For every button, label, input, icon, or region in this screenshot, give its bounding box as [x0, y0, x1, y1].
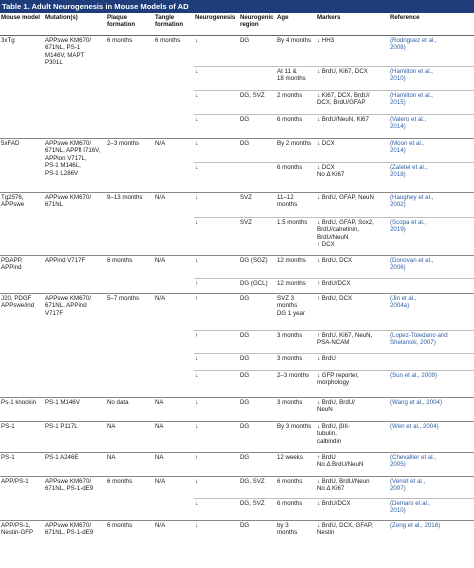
- markers-cell: ↓ GFP reporter, morphology: [316, 371, 389, 398]
- reference-cell: (Verret et al., 2007): [389, 477, 474, 499]
- neurogenesis-cell: ↓: [194, 521, 239, 547]
- tangle-formation-cell: NA: [154, 422, 194, 453]
- plaque-formation-cell: No data: [106, 398, 154, 422]
- table-row: [0, 521, 474, 547]
- neurogenesis-table: [0, 13, 474, 547]
- tangle-formation-cell: NA: [154, 398, 194, 422]
- plaque-formation-cell: 6 months: [107, 37, 133, 44]
- table-row: [0, 398, 474, 422]
- markers-cell: ↓ HH3: [317, 37, 335, 44]
- mutation-cell: APPswe KM670/ 671NL, PS-1-dE9: [44, 477, 106, 521]
- tangle-formation-cell: NA: [154, 453, 194, 477]
- header-tangle-formation: Tangle formation: [154, 13, 194, 36]
- reference-cell: (Wang et al., 2004): [389, 398, 474, 422]
- markers-cell: ↓ BrdU, BrdU/Neun No Δ Ki67: [316, 477, 389, 499]
- age-cell: By 2 months: [276, 139, 316, 163]
- markers-cell: ↓ BrdU, GFAP, Sox2, BrdU/calretinin, BrdU/NeuN ↑ DCX: [316, 218, 389, 256]
- markers-cell: ↑ BrdU/DCX: [316, 279, 389, 294]
- age-cell: 6 months: [276, 115, 316, 139]
- plaque-formation-cell: 6 months: [106, 256, 154, 294]
- header-mouse-model: Mouse model: [0, 13, 44, 36]
- reference-cell: (Wen et al., 2004): [389, 422, 474, 453]
- reference-cell: (Moon et al., 2014): [389, 139, 474, 163]
- mutation-cell: APPswe KM670/ 671NL, PS-1-dE9: [44, 521, 106, 547]
- neurogenesis-cell: ↓: [194, 91, 239, 115]
- tangle-formation-cell: N/A: [154, 193, 194, 256]
- table-row: [0, 294, 474, 331]
- neurogenesis-cell: ↓: [195, 37, 199, 44]
- mutation-cell: PS-1 M146V: [44, 398, 106, 422]
- neurogenic-region-cell: DG: [239, 354, 276, 371]
- tangle-formation-cell: 6 months: [155, 37, 181, 44]
- reference-cell: (Zaletel et al., 2018): [389, 163, 474, 193]
- mouse-model-cell: PS-1: [0, 453, 44, 477]
- reference-cell: (Haughey et al., 2002): [389, 193, 474, 218]
- markers-cell: ↓ BrdU/NeuN, Ki67: [316, 115, 389, 139]
- neurogenic-region-cell: DG, SVZ: [239, 91, 276, 115]
- age-cell: 3 months: [276, 398, 316, 422]
- markers-cell: ↓ Ki67, DCX, BrdU/ DCX, BrdU/GFAP: [316, 91, 389, 115]
- reference-cell: (Demars et al., 2010): [389, 499, 474, 521]
- mouse-model-cell: 3xTg: [1, 37, 15, 44]
- tangle-formation-cell: N/A: [154, 521, 194, 547]
- neurogenesis-cell: ↓: [194, 477, 239, 499]
- mouse-model-cell: PS-1: [0, 422, 44, 453]
- markers-cell: ↓ DCX: [316, 139, 389, 163]
- age-cell: 6 months: [276, 163, 316, 193]
- neurogenic-region-cell: SVZ: [239, 218, 276, 256]
- neurogenic-region-cell: DG: [239, 371, 276, 398]
- markers-cell: ↓ BrdU, DCX, GFAP, Nestin: [316, 521, 389, 547]
- neurogenesis-cell: ↓: [194, 398, 239, 422]
- mouse-model-cell: Ps-1 knockin: [0, 398, 44, 422]
- markers-cell: ↓ BrdU, BrdU/ NeuN: [316, 398, 389, 422]
- header-age: Age: [276, 13, 316, 36]
- neurogenesis-cell: ↑: [194, 331, 239, 354]
- mouse-model-cell: PDAPP, APPind: [0, 256, 44, 294]
- tangle-formation-cell: N/A: [154, 139, 194, 193]
- plaque-formation-cell: NA: [106, 453, 154, 477]
- age-cell: 6 months: [276, 499, 316, 521]
- tangle-formation-cell: N/A: [154, 256, 194, 294]
- neurogenesis-cell: ↓: [194, 163, 239, 193]
- markers-cell: ↓ BrdU, Ki67, DCX: [316, 67, 389, 91]
- neurogenic-region-cell: [239, 67, 276, 91]
- plaque-formation-cell: 2–3 months: [106, 139, 154, 193]
- mutation-cell: PS-1 P117L: [44, 422, 106, 453]
- header-mutations: Mutation(s): [44, 13, 106, 36]
- neurogenic-region-cell: DG: [239, 331, 276, 354]
- mutation-cell: APPind V717F: [44, 256, 106, 294]
- markers-cell: ↓ DCX No Δ Ki67: [316, 163, 389, 193]
- neurogenic-region-cell: DG: [239, 398, 276, 422]
- table-row: [0, 477, 474, 499]
- neurogenesis-cell: ↓: [194, 354, 239, 371]
- neurogenesis-cell: ↓: [194, 256, 239, 279]
- reference-cell: (Zeng et al., 2016): [389, 521, 474, 547]
- markers-cell: ↓ BrdU: [316, 354, 389, 371]
- age-cell: SVZ 3 months DG 1 year: [276, 294, 316, 331]
- table-row: [0, 422, 474, 453]
- tangle-formation-cell: N/A: [154, 477, 194, 521]
- reference-cell: (Donovan et al., 2006): [389, 256, 474, 279]
- neurogenic-region-cell: DG: [239, 521, 276, 547]
- markers-cell: ↑ BrdU, Ki67, NeuN, PSA-NCAM: [316, 331, 389, 354]
- table-row: [0, 36, 474, 67]
- neurogenic-region-cell: DG: [240, 37, 250, 44]
- neurogenic-region-cell: DG: [239, 453, 276, 477]
- neurogenesis-cell: ↓: [194, 499, 239, 521]
- table-caption: Table 1. Adult Neurogenesis in Mouse Models of AD: [0, 0, 474, 13]
- age-cell: By 4 months: [277, 37, 312, 44]
- neurogenesis-cell: ↓: [194, 115, 239, 139]
- age-cell: 12 months: [276, 279, 316, 294]
- reference-cell: (Chevallier et al., 2005): [389, 453, 474, 477]
- neurogenesis-cell: ↓: [194, 218, 239, 256]
- neurogenic-region-cell: DG, SVZ: [239, 477, 276, 499]
- mutation-cell: APPswe KM670/ 671NL: [44, 193, 106, 256]
- table-row: [0, 256, 474, 279]
- reference-cell: (Rodriguez et al., 2008): [390, 37, 437, 52]
- age-cell: 6 months: [276, 477, 316, 499]
- markers-cell: ↓ BrdU, GFAP, NeuN: [316, 193, 389, 218]
- age-cell: 3 months: [276, 354, 316, 371]
- plaque-formation-cell: 5–7 months: [106, 294, 154, 398]
- mouse-model-cell: J20, PDGF APPswe/ind: [0, 294, 44, 398]
- tangle-formation-cell: N/A: [154, 294, 194, 398]
- reference-cell: [389, 354, 474, 371]
- mouse-model-cell: Tg2576, APPswe: [0, 193, 44, 256]
- neurogenesis-cell: ↓: [194, 139, 239, 163]
- age-cell: 1.5 months: [276, 218, 316, 256]
- neurogenic-region-cell: DG: [239, 422, 276, 453]
- neurogenic-region-cell: DG, SVZ: [239, 499, 276, 521]
- header-neurogenic-region: Neurogenic region: [239, 13, 276, 36]
- neurogenic-region-cell: DG: [239, 115, 276, 139]
- header-plaque-formation: Plaque formation: [106, 13, 154, 36]
- age-cell: At 11 & 18 months: [276, 67, 316, 91]
- age-cell: 3 months: [276, 331, 316, 354]
- age-cell: By 3 months: [276, 422, 316, 453]
- markers-cell: ↑ BrdU, DCX: [316, 294, 389, 331]
- table-body: [0, 36, 474, 547]
- table-row: [0, 453, 474, 477]
- plaque-formation-cell: 6 months: [106, 521, 154, 547]
- mutation-cell: PS-1 A246E: [44, 453, 106, 477]
- neurogenic-region-cell: DG (GCL): [239, 279, 276, 294]
- mutation-cell: APPswe KM670/ 671NL, PS-1 M146V, MAPT P301L: [45, 37, 92, 67]
- plaque-formation-cell: 6 months: [106, 477, 154, 521]
- age-cell: by 3 months: [276, 521, 316, 547]
- header-reference: Reference: [389, 13, 474, 36]
- reference-cell: (Jin et al., 2004a): [389, 294, 474, 331]
- neurogenic-region-cell: DG (SGZ): [239, 256, 276, 279]
- age-cell: 12 months: [276, 256, 316, 279]
- neurogenesis-cell: ↓: [194, 67, 239, 91]
- age-cell: 11–12 months: [276, 193, 316, 218]
- mouse-model-cell: APP/PS-1, Nestin-GFP: [0, 521, 44, 547]
- table-row: [0, 139, 474, 163]
- reference-cell: (Valero et al., 2014): [389, 115, 474, 139]
- neurogenic-region-cell: [239, 163, 276, 193]
- reference-cell: [389, 279, 474, 294]
- neurogenesis-cell: ↑: [194, 279, 239, 294]
- neurogenesis-cell: ↑: [194, 294, 239, 331]
- reference-cell: (Scopa et al., 2019): [389, 218, 474, 256]
- markers-cell: ↓ BrdU, DCX: [316, 256, 389, 279]
- table-row: [0, 193, 474, 218]
- neurogenic-region-cell: DG: [239, 139, 276, 163]
- neurogenic-region-cell: DG: [239, 294, 276, 331]
- reference-cell: (Hamilton et al., 2015): [389, 91, 474, 115]
- header-markers: Markers: [316, 13, 389, 36]
- mutation-cell: APPswe KM670/ 671NL, APPind V717F: [44, 294, 106, 398]
- age-cell: 12 weeks: [276, 453, 316, 477]
- neurogenesis-cell: ↑: [194, 453, 239, 477]
- markers-cell: ↓ BrdU, βIII- tubulin, calbindin: [316, 422, 389, 453]
- mouse-model-cell: APP/PS-1: [0, 477, 44, 521]
- plaque-formation-cell: 9–13 months: [106, 193, 154, 256]
- neurogenesis-cell: ↓: [194, 371, 239, 398]
- neurogenic-region-cell: SVZ: [239, 193, 276, 218]
- mouse-model-cell: 5xFAD: [0, 139, 44, 193]
- mutation-cell: APPswe KM670/ 671NL, APPfl I716V, APPlon V717L, PS-1 M146L, PS-1 L286V: [44, 139, 106, 193]
- markers-cell: ↑ BrdU No Δ BrdU/NeuN: [316, 453, 389, 477]
- neurogenesis-cell: ↓: [194, 193, 239, 218]
- reference-cell: (Sun et al., 2009): [389, 371, 474, 398]
- age-cell: 2–3 months: [276, 371, 316, 398]
- reference-cell: (Hamilton et al., 2010): [389, 67, 474, 91]
- header-row: [0, 13, 474, 36]
- neurogenesis-cell: ↓: [194, 422, 239, 453]
- header-neurogenesis: Neurogenesis: [194, 13, 239, 36]
- reference-cell: (Lopez-Toledano and Shelanski, 2007): [389, 331, 474, 354]
- age-cell: 2 months: [276, 91, 316, 115]
- markers-cell: ↓ BrdU/DCX: [316, 499, 389, 521]
- plaque-formation-cell: NA: [106, 422, 154, 453]
